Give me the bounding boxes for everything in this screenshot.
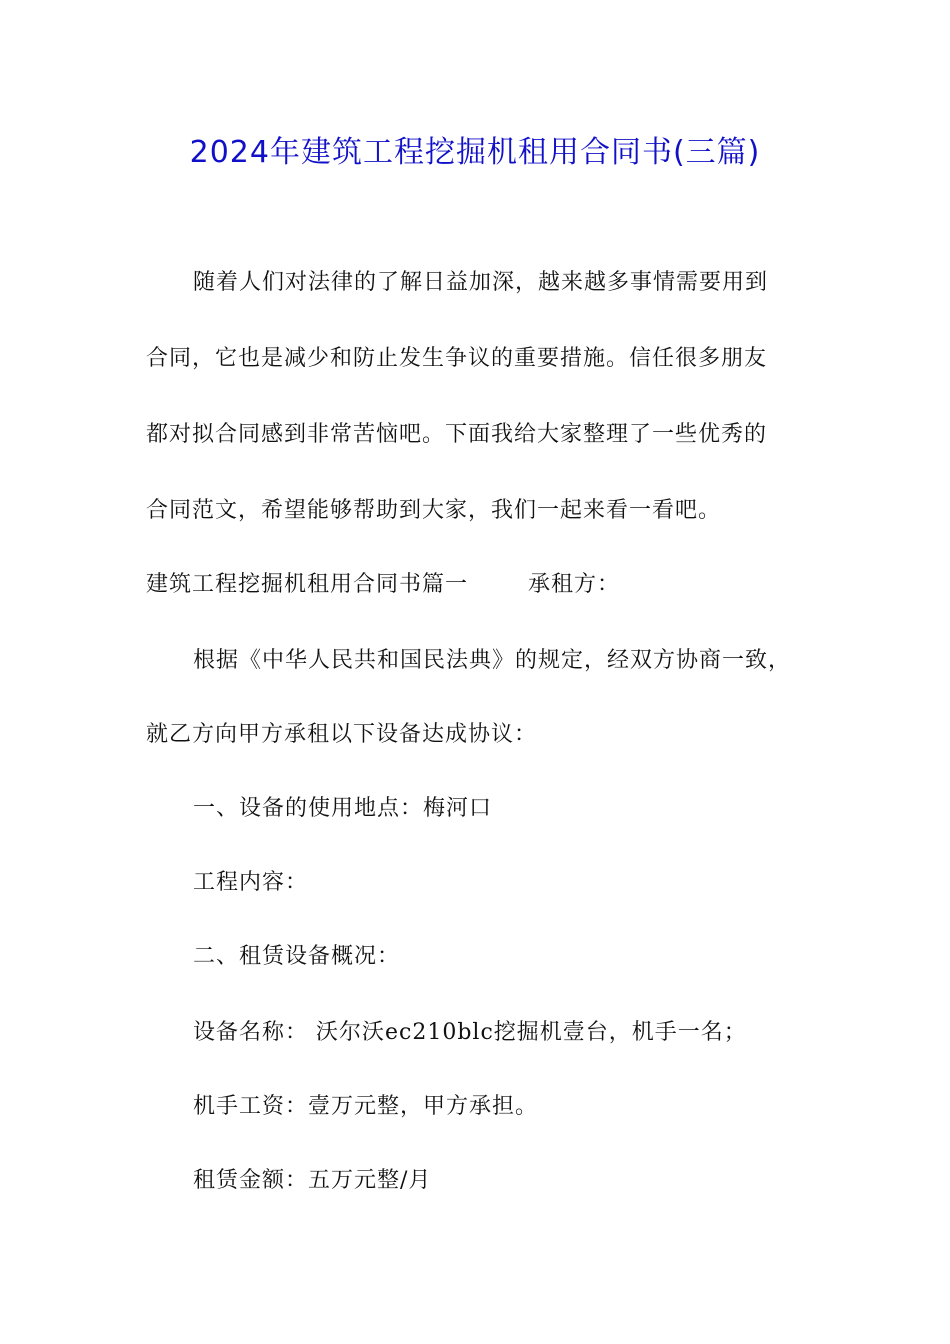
clause-equipment-overview: 二、租赁设备概况： <box>193 944 401 969</box>
clause-equipment-name: 设备名称： 沃尔沃ec210blc挖掘机壹台，机手一名； <box>193 1020 747 1045</box>
section-heading-line <box>146 568 620 602</box>
document-title: 2024年建筑工程挖掘机租用合同书(三篇) <box>189 135 761 170</box>
clause-usage-location: 一、设备的使用地点：梅河口 <box>193 796 493 821</box>
lessee-label: 承租方： <box>528 572 621 597</box>
body-line-agreement: 就乙方向甲方承租以下设备达成协议： <box>146 722 538 747</box>
intro-line-1: 随着人们对法律的了解日益加深，越来越多事情需要用到 <box>193 270 769 295</box>
clause-rental-amount: 租赁金额：五万元整/月 <box>193 1168 432 1193</box>
clause-project-content: 工程内容： <box>193 870 309 895</box>
intro-line-2: 合同，它也是减少和防止发生争议的重要措施。信任很多朋友 <box>146 346 768 371</box>
intro-line-3: 都对拟合同感到非常苦恼吧。下面我给大家整理了一些优秀的 <box>146 422 768 447</box>
section-heading: 建筑工程挖掘机租用合同书篇一 <box>146 572 469 597</box>
clause-operator-wage: 机手工资：壹万元整，甲方承担。 <box>193 1094 539 1119</box>
body-line-basis: 根据《中华人民共和国民法典》的规定，经双方协商一致， <box>193 648 792 673</box>
intro-line-4: 合同范文，希望能够帮助到大家，我们一起来看一看吧。 <box>146 498 722 523</box>
